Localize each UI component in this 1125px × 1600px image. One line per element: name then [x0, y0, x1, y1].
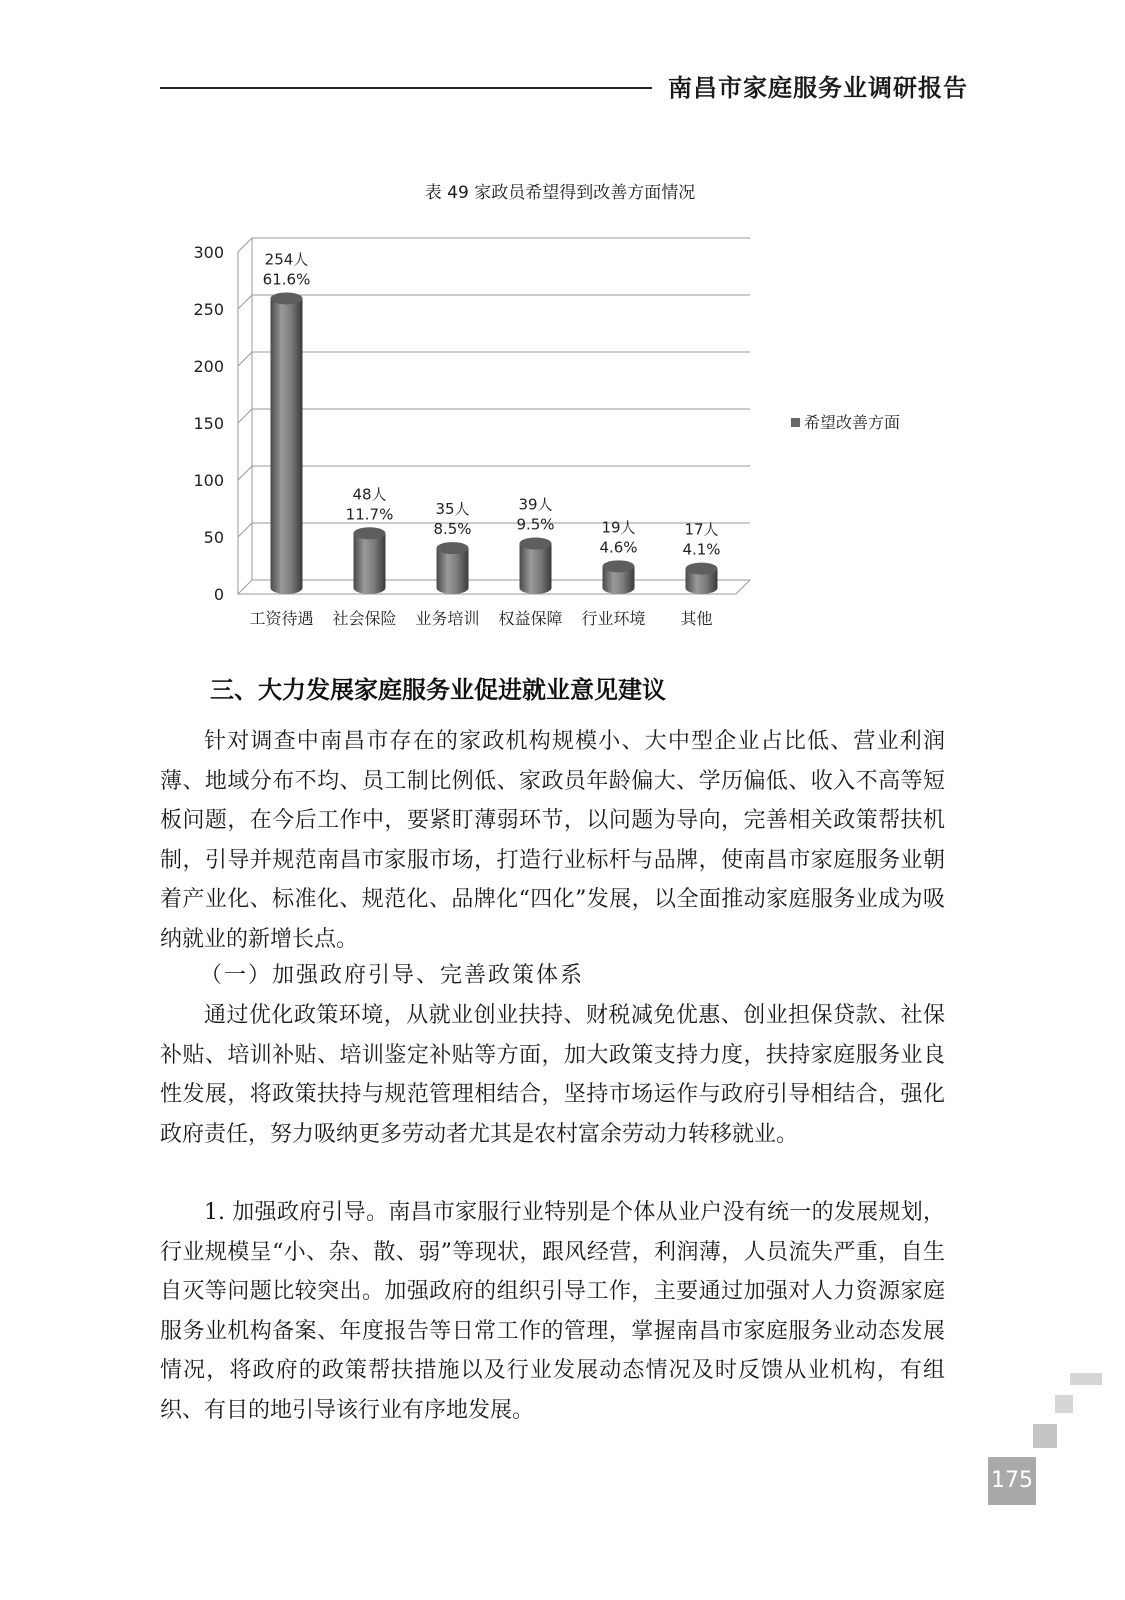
chart-title: 表 49 家政员希望得到改善方面情况 [424, 183, 696, 203]
y-tick-label: 300 [193, 243, 224, 262]
data-label-count: 39人 [518, 495, 553, 514]
chart-floor [238, 580, 750, 594]
header-rule [160, 87, 652, 89]
gridline-side [238, 409, 252, 423]
y-tick-label: 250 [193, 300, 224, 319]
gridline-side [238, 238, 252, 252]
data-label-percent: 9.5% [516, 515, 555, 534]
legend-swatch [791, 418, 800, 427]
gridline-side [238, 466, 252, 480]
data-label-percent: 4.6% [599, 538, 638, 557]
bar [354, 527, 386, 594]
bar-chart [180, 225, 940, 645]
data-label-percent: 4.1% [682, 540, 721, 559]
y-tick-label: 50 [203, 528, 224, 547]
legend-label: 希望改善方面 [804, 413, 901, 432]
page-number: 175 [988, 1457, 1036, 1505]
y-tick-label: 0 [213, 585, 224, 604]
y-tick-label: 150 [193, 414, 224, 433]
bar-body [271, 298, 303, 594]
body-paragraph-1 [160, 722, 945, 959]
data-label-count: 254人 [264, 250, 309, 269]
bar-top [520, 538, 552, 550]
decorative-block [1070, 1373, 1102, 1385]
x-tick-label: 社会保险 [332, 609, 397, 628]
section-heading: 三、大力发展家庭服务业促进就业意见建议 [210, 676, 666, 704]
bar [437, 542, 469, 594]
data-label-percent: 61.6% [262, 270, 311, 289]
bar-body [520, 544, 552, 594]
subsection-heading: （一）加强政府引导、完善政策体系 [200, 963, 585, 988]
running-header-title: 南昌市家庭服务业调研报告 [668, 73, 968, 102]
paragraph-text: 通过优化政策环境，从就业创业扶持、财税减免优惠、创业担保贷款、社保补贴、培训补贴、培训鉴定补贴等方面，加大政策支持力度，扶持家庭服务业良性发展，将政策扶持与规范管理相结合，坚持市场运作与政府引导相结合，强化政府责任，努力吸纳更多劳动者尤其是农村富余劳动力转移就业。 [160, 1003, 945, 1147]
gridline-side [238, 295, 252, 309]
x-tick-label: 其他 [680, 609, 713, 628]
paragraph-text: 1. 加强政府引导。南昌市家服行业特别是个体从业户没有统一的发展规划，行业规模呈“小、杂、散、弱”等现状，跟风经营，利润薄，人员流失严重，自生自灭等问题比较突出。加强政府的组织引导工作，主要通过加强对人力资源家庭服务业机构备案、年度报告等日常工作的管理，掌握南昌市家庭服务业动态发展情况，将政府的政策帮扶措施以及行业发展动态情况及时反馈从业机构，有组织、有目的地引导该行业有序地发展。 [160, 1200, 945, 1423]
decorative-block [1055, 1395, 1073, 1413]
bar-body [354, 533, 386, 594]
x-tick-label: 权益保障 [498, 609, 563, 628]
x-tick-label: 行业环境 [581, 609, 646, 628]
bar-top [271, 292, 303, 304]
bar-top [603, 560, 635, 572]
y-tick-label: 200 [193, 357, 224, 376]
bar [520, 538, 552, 594]
gridline-side [238, 352, 252, 366]
y-tick-label: 100 [193, 471, 224, 490]
bar-top [686, 563, 718, 575]
body-paragraph-3 [160, 1193, 945, 1430]
gridline-side [238, 523, 252, 537]
bar [686, 563, 718, 594]
bar-top [437, 542, 469, 554]
bar [271, 292, 303, 594]
data-label-count: 35人 [435, 500, 470, 519]
data-label-count: 48人 [352, 485, 387, 504]
bar-top [354, 527, 386, 539]
bar [603, 560, 635, 594]
data-label-percent: 11.7% [345, 505, 394, 524]
data-label-count: 17人 [684, 520, 719, 539]
x-tick-label: 工资待遇 [249, 609, 314, 628]
data-label-count: 19人 [601, 518, 636, 537]
body-paragraph-2 [160, 996, 945, 1154]
x-tick-label: 业务培训 [415, 609, 480, 628]
decorative-block [1033, 1424, 1057, 1448]
bar-body [437, 548, 469, 594]
data-label-percent: 8.5% [433, 520, 472, 539]
paragraph-text: 针对调查中南昌市存在的家政机构规模小、大中型企业占比低、营业利润薄、地域分布不均、员工制比例低、家政员年龄偏大、学历偏低、收入不高等短板问题，在今后工作中，要紧盯薄弱环节，以问题为导向，完善相关政策帮扶机制，引导并规范南昌市家服市场，打造行业标杆与品牌，使南昌市家庭服务业朝着产业化、标准化、规范化、品牌化“四化”发展，以全面推动家庭服务业成为吸纳就业的新增长点。 [160, 729, 945, 952]
